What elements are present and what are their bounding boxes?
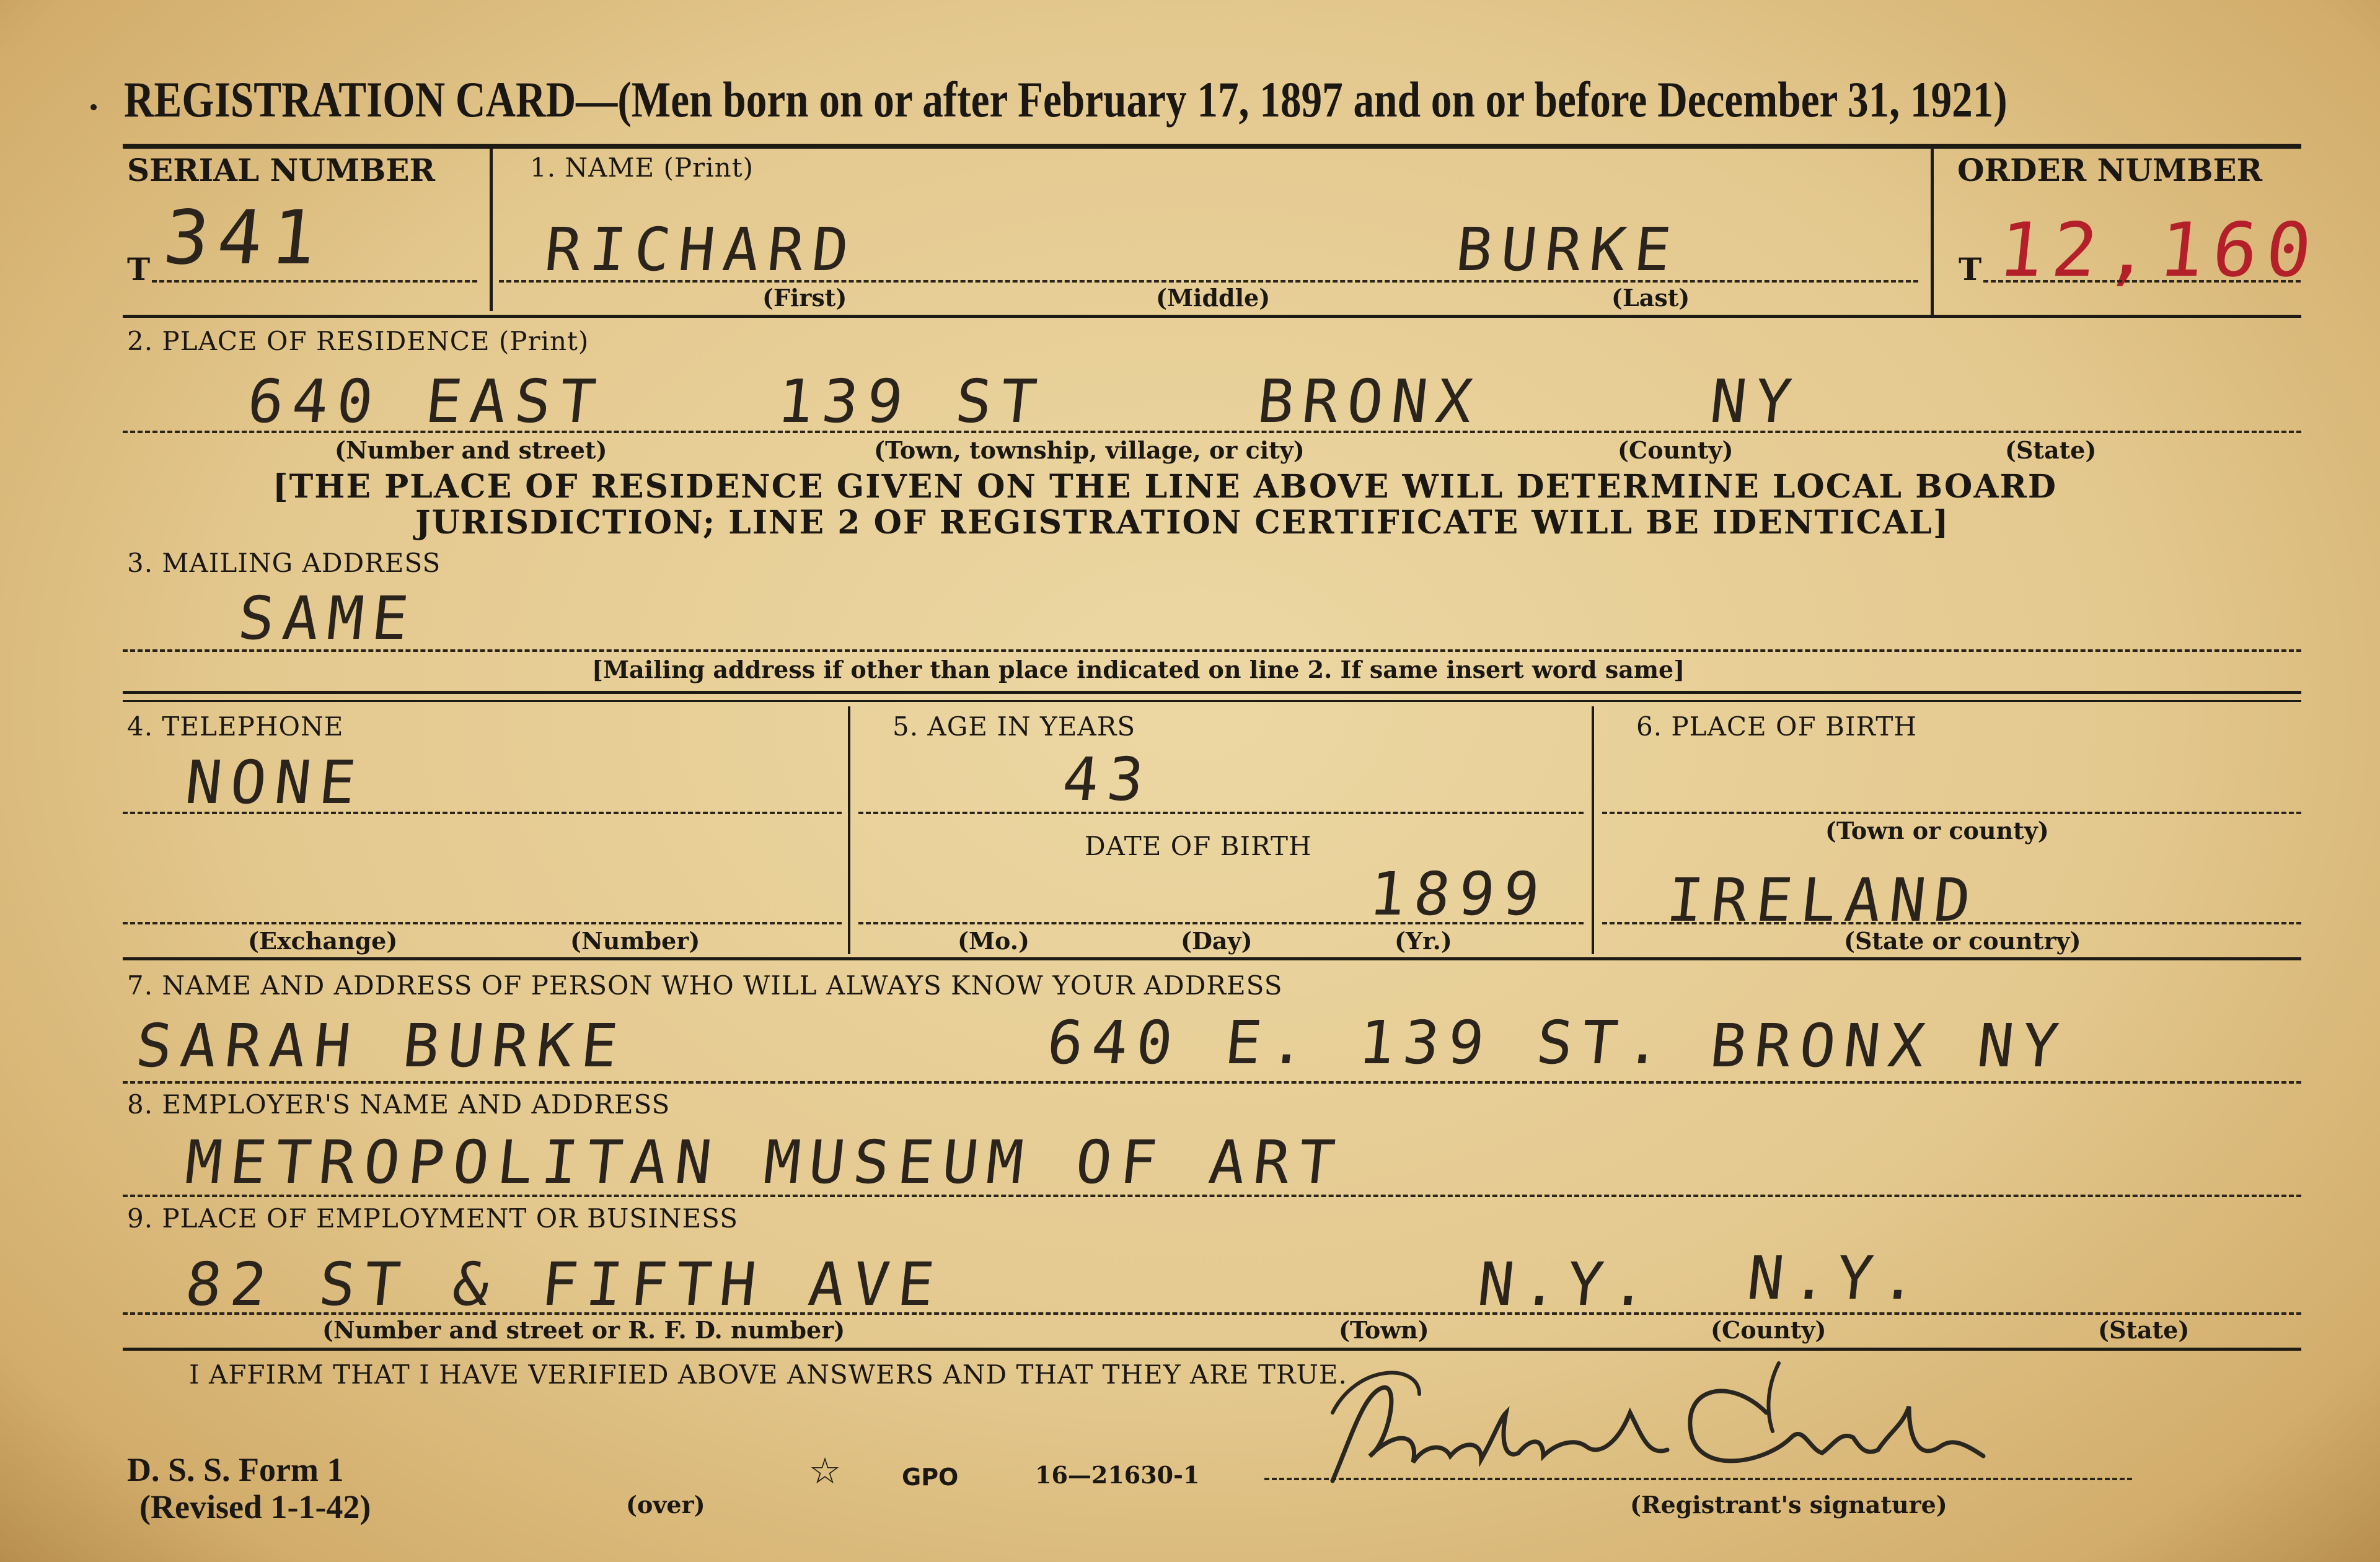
birth-place-label: 6. PLACE OF BIRTH <box>1636 711 1917 742</box>
residence-label: 2. PLACE OF RESIDENCE (Print) <box>127 326 589 356</box>
order-prefix: T <box>1959 251 1982 287</box>
notice-line-1: [THE PLACE OF RESIDENCE GIVEN ON THE LINE ABOVE WILL DETERMINE LOCAL BOARD <box>273 468 2057 506</box>
residence-street-value: 640 EAST <box>244 367 608 436</box>
emp-number-street-caption: (Number and street or R. F. D. number) <box>322 1316 845 1344</box>
age-line <box>858 812 1584 814</box>
order-line <box>1983 280 2301 283</box>
signature-caption: (Registrant's signature) <box>1630 1491 1947 1519</box>
mo-caption: (Mo.) <box>958 927 1029 955</box>
employment-line <box>123 1312 2301 1315</box>
contact-city-value: BRONX NY <box>1707 1011 2071 1081</box>
last-caption: (Last) <box>1611 284 1690 312</box>
form-code: 16—21630-1 <box>1035 1461 1200 1489</box>
gpo-mark: GPO <box>902 1463 959 1491</box>
serial-number-value: 341 <box>159 195 330 281</box>
contact-address-value: 640 E. 139 ST. <box>1044 1008 1675 1077</box>
employment-state-value: N.Y. <box>1744 1244 1930 1313</box>
employer-label: 8. EMPLOYER'S NAME AND ADDRESS <box>127 1089 671 1120</box>
day-caption: (Day) <box>1181 927 1253 955</box>
town-caption: (Town, township, village, or city) <box>874 436 1305 464</box>
rule-top <box>123 144 2301 149</box>
emp-state-caption: (State) <box>2098 1316 2190 1344</box>
first-name-value: RICHARD <box>542 215 861 284</box>
employer-value: METROPOLITAN MUSEUM OF ART <box>182 1128 1347 1197</box>
age-value: 43 <box>1059 745 1156 814</box>
exchange-line <box>123 922 842 924</box>
mailing-label: 3. MAILING ADDRESS <box>127 548 441 578</box>
residence-state-value: NY <box>1707 367 1804 436</box>
divider-serial-name <box>490 149 493 311</box>
birth-country-line <box>1602 922 2301 924</box>
employment-town-value: N.Y. <box>1474 1250 1660 1319</box>
state-or-country-caption: (State or country) <box>1844 927 2081 955</box>
date-of-birth-label: DATE OF BIRTH <box>1085 831 1312 861</box>
contact-line <box>123 1081 2301 1084</box>
name-label: 1. NAME (Print) <box>530 152 754 183</box>
exchange-caption: (Exchange) <box>248 927 398 955</box>
town-or-county-caption: (Town or county) <box>1825 817 2049 845</box>
employer-line <box>123 1195 2301 1197</box>
age-label: 5. AGE IN YEARS <box>892 711 1136 742</box>
mailing-note: [Mailing address if other than place indicated on line 2. If same insert word same] <box>592 656 1685 683</box>
card-title: REGISTRATION CARD—(Men born on or after February 17, 1897 and on or before December 31, 1921) <box>124 71 2008 128</box>
divider-age-birth <box>1592 706 1594 954</box>
divider-phone-age <box>848 706 850 954</box>
yr-caption: (Yr.) <box>1395 927 1452 955</box>
employment-street-value: 82 ST & FIFTH AVE <box>182 1250 946 1319</box>
notice-line-2: JURISDICTION; LINE 2 OF REGISTRATION CERTIFICATE WILL BE IDENTICAL] <box>415 504 1950 542</box>
middle-caption: (Middle) <box>1156 284 1271 312</box>
contact-label: 7. NAME AND ADDRESS OF PERSON WHO WILL ALWAYS KNOW YOUR ADDRESS <box>127 970 1283 1001</box>
residence-line <box>123 431 2301 433</box>
signature-line <box>1264 1478 2132 1480</box>
rule-row3b <box>123 700 2301 702</box>
contact-name-value: SARAH BURKE <box>133 1011 630 1081</box>
last-name-value: BURKE <box>1453 215 1683 284</box>
divider-name-order <box>1931 149 1934 315</box>
residence-county-value: BRONX <box>1254 367 1484 436</box>
state-caption: (State) <box>2005 436 2097 464</box>
number-street-caption: (Number and street) <box>335 436 607 464</box>
order-number-label: ORDER NUMBER <box>1957 152 2263 188</box>
telephone-value: NONE <box>182 748 368 817</box>
telephone-label: 4. TELEPHONE <box>127 711 344 742</box>
rule-row6 <box>123 957 2301 960</box>
dob-line <box>858 922 1584 924</box>
birth-town-line <box>1602 812 2301 814</box>
telephone-line <box>123 812 842 814</box>
name-line <box>499 280 1918 283</box>
affirm-text: I AFFIRM THAT I HAVE VERIFIED ABOVE ANSWERS AND THAT THEY ARE TRUE. <box>189 1359 1347 1390</box>
employment-place-label: 9. PLACE OF EMPLOYMENT OR BUSINESS <box>127 1203 738 1234</box>
star-icon: ☆ <box>809 1450 841 1492</box>
number-caption: (Number) <box>570 927 700 955</box>
birth-country-value: IRELAND <box>1664 866 1983 935</box>
serial-prefix: T <box>127 251 151 287</box>
county-caption: (County) <box>1618 436 1734 464</box>
emp-county-caption: (County) <box>1711 1316 1827 1344</box>
form-revised: (Revised 1-1-42) <box>139 1488 371 1525</box>
first-caption: (First) <box>762 284 847 312</box>
rule-row3a <box>123 691 2301 694</box>
order-number-value: 12,160 <box>1994 208 2324 294</box>
over-note: (over) <box>626 1491 705 1519</box>
form-number: D. S. S. Form 1 <box>127 1451 344 1488</box>
title-dot <box>90 104 97 110</box>
mailing-line <box>123 649 2301 652</box>
mailing-value: SAME <box>235 584 421 653</box>
residence-town-value: 139 ST <box>774 367 1049 436</box>
serial-number-label: SERIAL NUMBER <box>127 152 436 188</box>
serial-line <box>152 280 477 283</box>
emp-town-caption: (Town) <box>1339 1316 1429 1344</box>
rule-row1 <box>123 315 2301 318</box>
birth-year-value: 1899 <box>1366 859 1552 929</box>
